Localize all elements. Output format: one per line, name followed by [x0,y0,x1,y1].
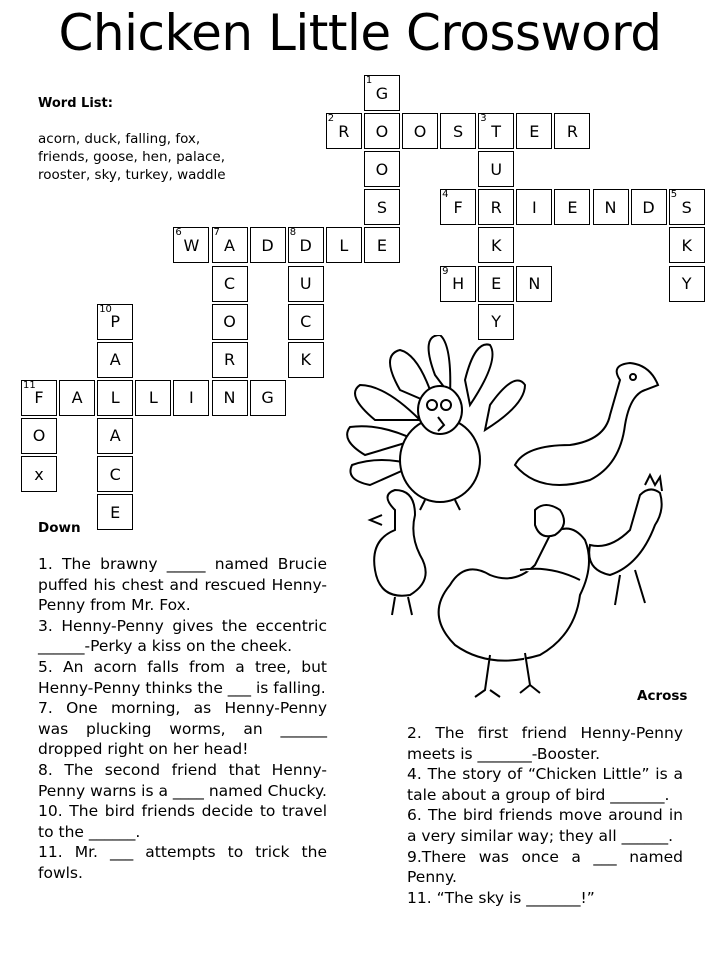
cell-letter: F [453,197,463,217]
clue-item: 8. The second friend that Henny-Penny warns is a ____ named Chucky. [38,760,327,800]
turkey-drawing [347,335,525,510]
grid-cell [212,227,248,263]
cell-letter: O [223,312,236,332]
grid-cell [631,189,667,225]
cell-letter: S [453,121,464,141]
down-clues [38,554,327,884]
cell-letter: R [223,350,236,370]
grid-cell [97,304,133,340]
clue-number: 1 [365,75,373,86]
cell-letter: I [531,197,537,217]
grid-cell [21,456,57,492]
cell-letter: K [681,235,692,255]
cell-letter: P [110,312,121,332]
grid-cell [97,342,133,378]
cell-letter: G [375,83,389,103]
cell-letter: E [110,502,121,522]
cell-letter: Y [491,312,502,332]
cell-letter: E [529,121,540,141]
grid-cell [212,304,248,340]
clue-number: 4 [442,189,449,201]
clue-number: 10 [99,303,112,315]
cell-letter: T [491,121,502,141]
grid-cell [516,189,552,225]
cell-letter: S [681,197,692,217]
cell-letter: Y [681,274,692,293]
grid-cell [250,380,286,416]
grid-cell [97,494,133,530]
clue-number: 9 [442,265,449,277]
grid-cell [288,342,324,378]
hen-drawing [439,505,589,697]
down-heading: Down [38,520,81,536]
grid-cell [288,266,324,302]
rooster-drawing [589,475,662,605]
grid-cell [212,342,248,378]
grid-cell [669,266,705,302]
clue-item: 10. The bird friends decide to travel to the ______. [38,802,327,841]
cell-letter: E [491,274,502,293]
grid-cell [364,227,400,263]
grid-cell [288,227,324,263]
clue-number: 7 [213,227,220,239]
clue-item: 5. An acorn falls from a tree, but Henny-Penny thinks the ___ is falling. [38,657,327,697]
cell-letter: A [109,426,121,446]
cell-letter: D [642,197,655,217]
cell-letter: D [299,235,312,255]
grid-cell [364,151,400,187]
grid-cell [478,151,514,187]
cell-letter: x [34,464,44,484]
grid-cell [173,380,209,416]
grid-cell [669,227,705,263]
cell-letter: C [109,464,121,484]
clue-item: 7. One morning, as Henny-Penny was plucking worms, an ______ dropped right on her head! [38,699,327,759]
grid-cell [97,418,133,454]
grid-cell [250,227,286,263]
cell-letter: R [566,121,578,141]
clue-number: 3 [480,113,487,125]
grid-cell [212,266,248,302]
grid-cell [478,227,514,263]
cell-letter: S [376,197,387,217]
grid-cell [440,266,476,302]
grid-cell [326,227,362,263]
clue-number: 6 [175,227,182,239]
cell-letter: N [604,197,617,217]
clue-item: 4. The story of “Chicken Little” is a tale about a group of bird _______. [407,765,683,804]
clue-item: 3. Henny-Penny gives the eccentric ______-Perky a kiss on the cheek. [38,616,327,656]
grid-cell [478,189,514,225]
cell-letter: E [376,235,387,255]
clue-number: 8 [289,227,297,239]
cell-letter: C [223,274,236,293]
grid-cell [326,113,362,149]
cell-letter: C [300,312,312,332]
cell-letter: U [299,274,312,293]
cell-letter: L [339,235,349,255]
cell-letter: U [490,159,503,179]
page-title: Chicken Little Crossword [58,4,662,62]
cell-letter: H [452,274,465,293]
clue-item: 1. The brawny _____ named Brucie puffed his chest and rescued Henny-Penny from Mr. Fox. [38,555,327,615]
grid-cell [669,189,705,225]
cell-letter: O [375,159,389,179]
clue-item: 11. Mr. ___ attempts to trick the fowls. [38,843,327,882]
cell-letter: K [300,350,311,370]
cell-letter: K [490,235,502,255]
across-clues [407,723,683,908]
grid-cell [554,113,590,149]
clue-item: 6. The bird friends move around in a very similar way; they all ______. [407,806,683,845]
grid-cell [21,380,57,416]
goose-drawing [515,363,658,485]
grid-cell [478,266,514,302]
word-list-heading: Word List: [38,96,113,111]
clue-number: 2 [327,113,335,125]
clue-number: 11 [23,379,36,391]
cell-letter: D [261,235,274,255]
grid-cell [440,113,476,149]
grid-cell [593,189,629,225]
cell-letter: O [32,426,46,446]
cell-letter: N [528,274,541,293]
grid-cell [97,456,133,492]
grid-cell [364,113,400,149]
grid-cell [173,227,209,263]
clue-number: 5 [670,189,678,201]
cell-letter: A [109,350,121,370]
cell-letter: W [183,235,200,255]
cell-letter: R [338,121,350,141]
grid-cell [212,380,248,416]
cell-letter: O [375,121,389,141]
grid-cell [21,418,57,454]
grid-cell [440,189,476,225]
grid-cell [516,266,552,302]
word-list: acorn, duck, falling, fox, friends, goose, hen, palace, rooster, sky, turkey, waddle [38,131,226,183]
grid-cell [288,304,324,340]
birds-illustration [340,335,690,710]
cell-letter: R [490,197,502,217]
grid-cell [364,75,400,111]
cell-letter: N [223,388,236,408]
grid-cell [516,113,552,149]
cell-letter: L [148,388,158,408]
grid-cell [402,113,438,149]
cell-letter: F [34,388,44,408]
grid-cell [478,113,514,149]
grid-cell [135,380,171,416]
grid-cell [554,189,590,225]
cell-letter: L [110,388,120,408]
cell-letter: I [189,388,194,408]
grid-cell [364,189,400,225]
grid-cell [59,380,95,416]
clue-item: 2. The first friend Henny-Penny meets is _______-Booster. [407,724,683,763]
clue-item: 9.There was once a ___ named Penny. [407,847,683,887]
cell-letter: A [71,388,83,408]
across-heading: Across [637,688,688,704]
cell-letter: O [413,121,427,141]
duck-drawing [370,490,426,615]
cell-letter: A [224,235,235,255]
cell-letter: E [567,197,578,217]
cell-letter: G [261,388,274,408]
grid-cell [97,380,133,416]
clue-item: 11. “The sky is _______!” [407,888,595,907]
